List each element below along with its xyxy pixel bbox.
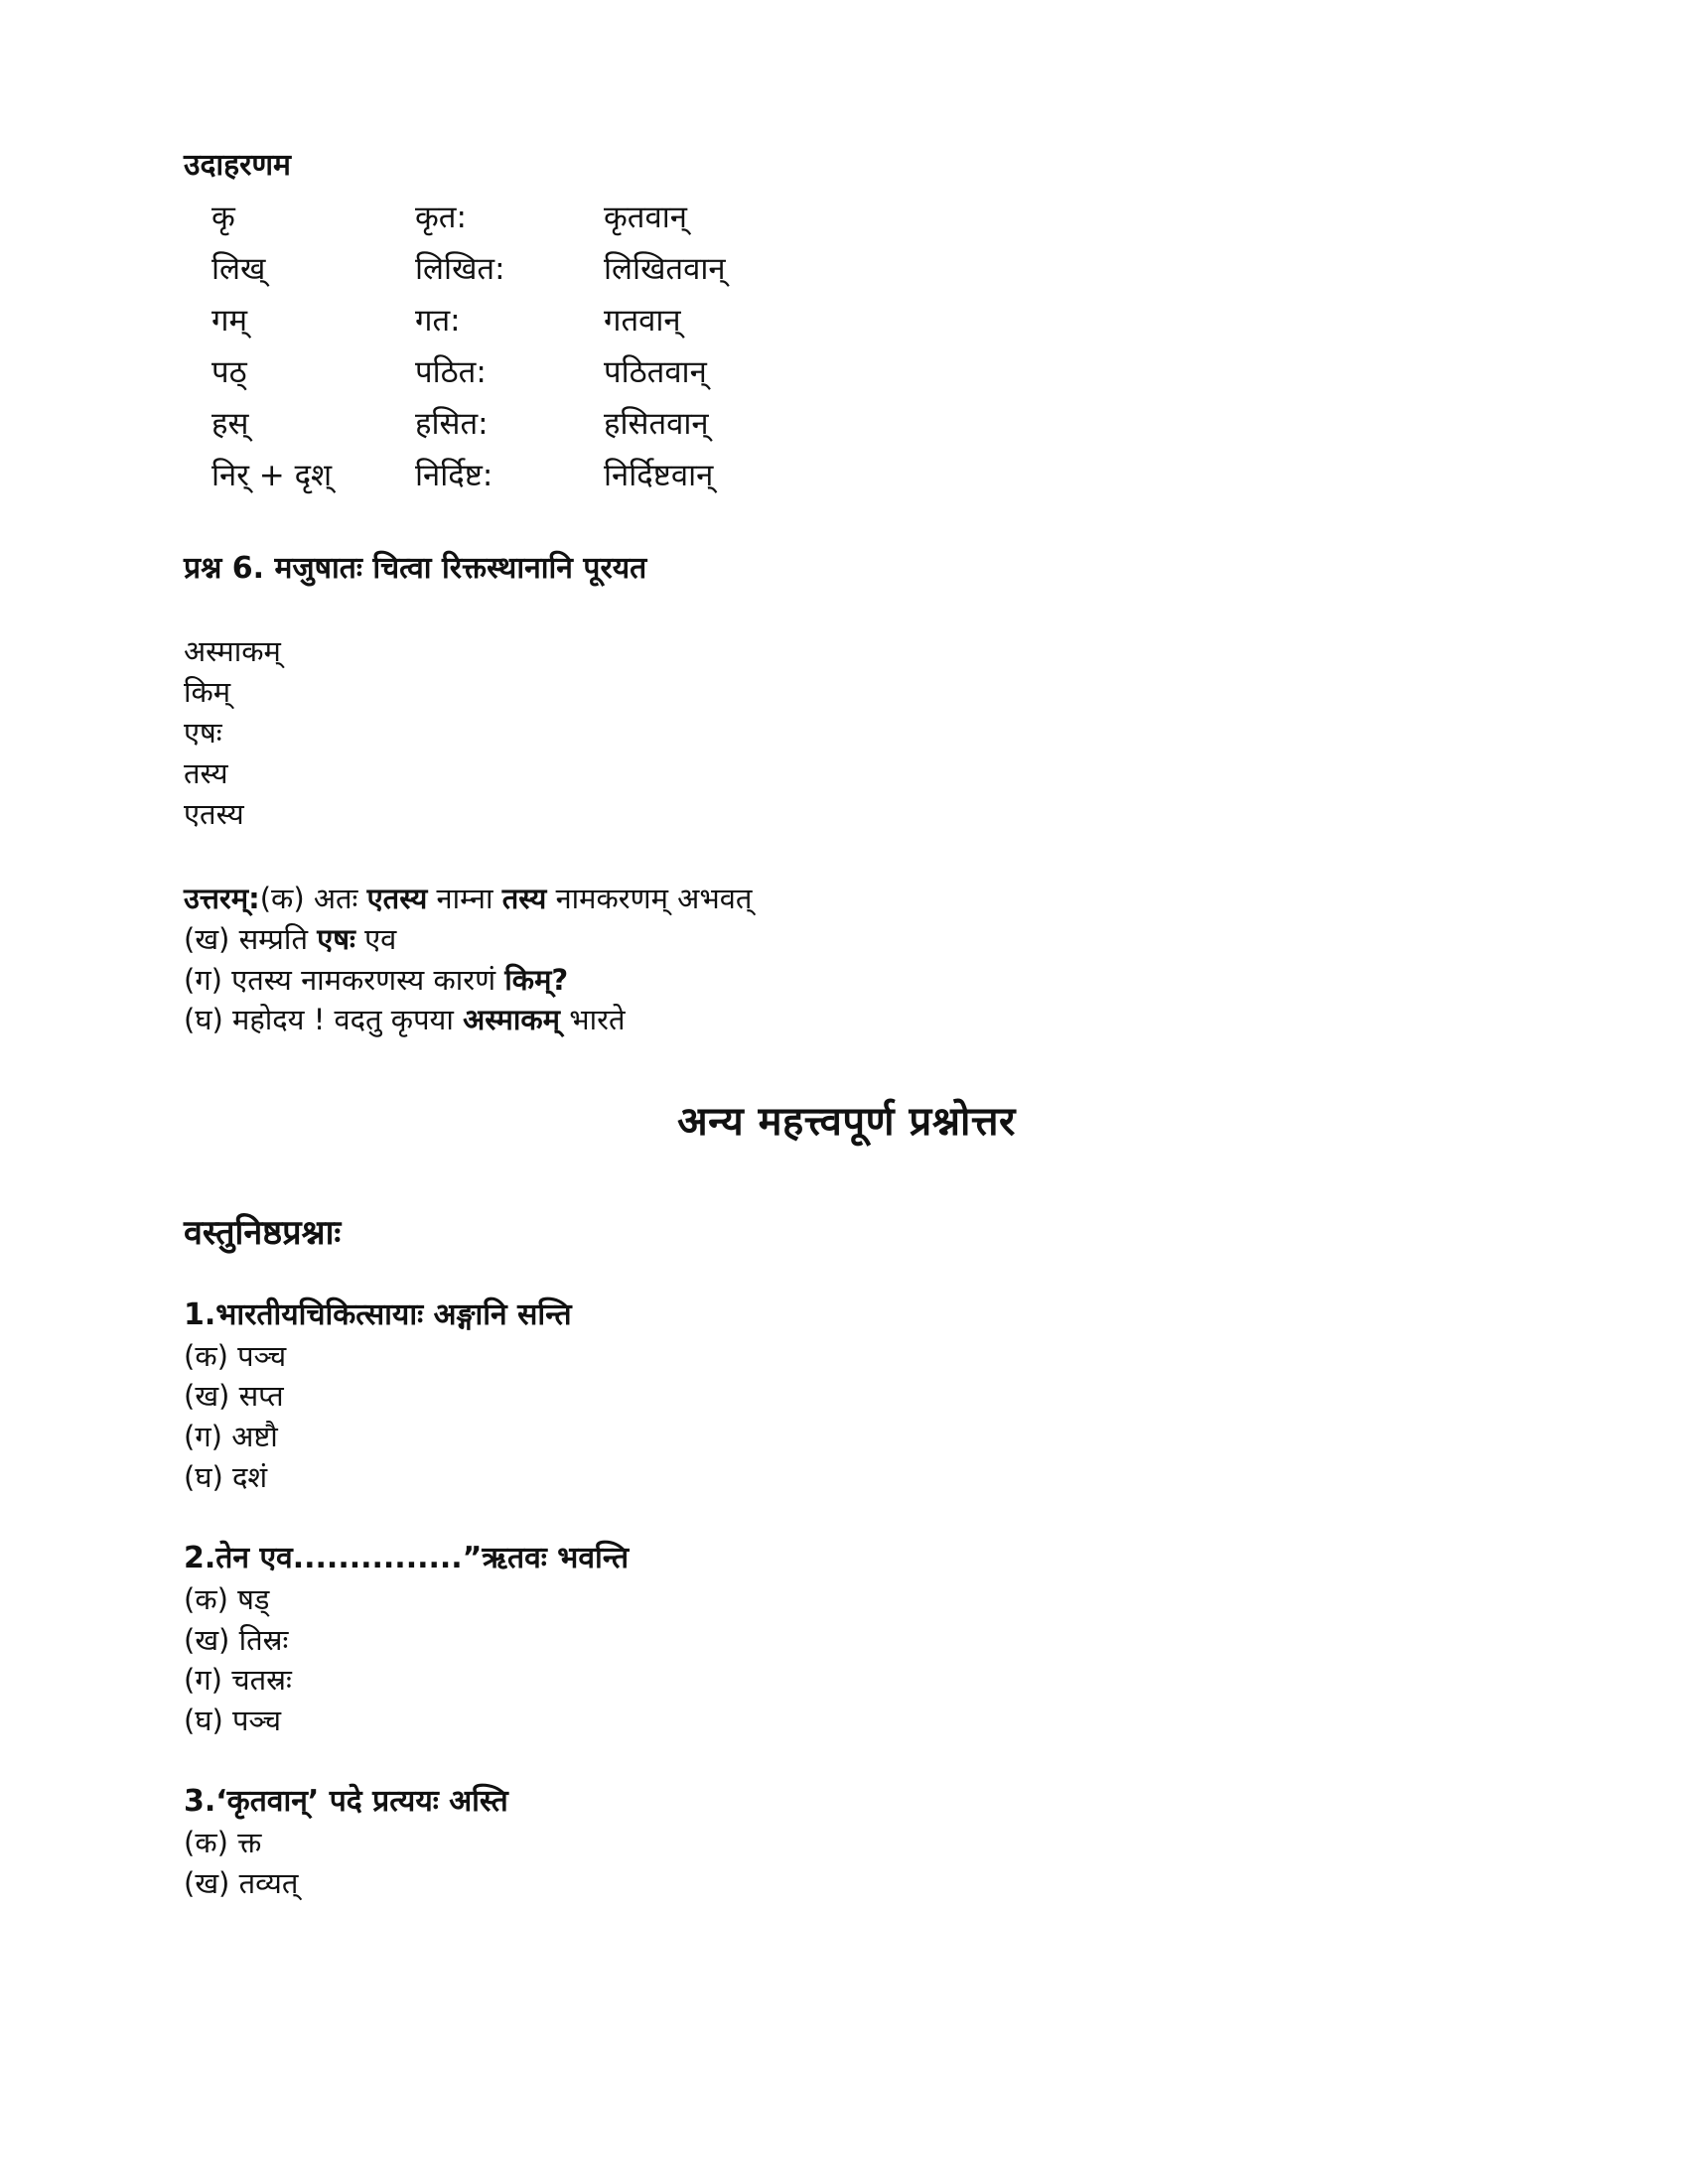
mcq-option-key: (ग) [184, 1663, 222, 1698]
verb-root: पठ् [211, 353, 247, 390]
mcq-option[interactable] [184, 1579, 1509, 1620]
verb-forms-table [194, 192, 842, 501]
answer-text-run: अस्माकम् [463, 1003, 561, 1037]
verb-root: हस् [211, 405, 249, 442]
answer-text-run: तस्य [501, 882, 547, 916]
verb-perfect: पठितवान् [604, 353, 707, 390]
mcq-option-key: (क) [184, 1826, 228, 1860]
verb-perfect: हसितवान् [604, 405, 709, 442]
verb-past: निर्दिष्ट: [415, 457, 493, 493]
mcq-options-list [184, 1579, 1509, 1740]
mcq-options-list [184, 1336, 1509, 1497]
answer-text-run: भारते [560, 1003, 626, 1037]
mcq-question-text: 3.‘कृतवान्’ पदे प्रत्ययः अस्ति [184, 1784, 508, 1820]
mcq-question-text: 2.तेन एव...............”ऋतवः भवन्ति [184, 1541, 630, 1576]
answer-key: (ख) [184, 921, 230, 956]
verb-root: लिख् [211, 250, 266, 287]
table-row [194, 243, 842, 295]
mcq-item [184, 1782, 1509, 1903]
verb-past: हसित: [415, 405, 489, 442]
answer-text-run: अतः [304, 882, 367, 916]
verb-perfect: गतवान् [604, 302, 681, 339]
verb-root: गम् [211, 302, 247, 339]
answer-text-run: नाम्ना [427, 882, 502, 916]
answer-text-run: एषः [317, 921, 355, 956]
verb-past: लिखित: [415, 250, 505, 287]
mcq-options-list [184, 1823, 1509, 1903]
answer-line [184, 879, 1509, 919]
mcq-option-key: (ख) [184, 1379, 230, 1414]
other-section-subtitle: वस्तुनिष्ठप्रश्नाः [184, 1212, 342, 1253]
other-section-title: अन्य महत्त्वपूर्ण प्रश्नोत्तर [677, 1098, 1016, 1145]
answer-text-run: किम्? [504, 962, 569, 997]
mcq-option[interactable] [184, 1457, 1509, 1498]
mcq-option-label: दशं [232, 1459, 268, 1494]
mcq-option-label: षड् [237, 1582, 270, 1617]
list-item: अस्माकम् [184, 633, 281, 668]
list-item: तस्य [184, 756, 228, 791]
mcq-option[interactable] [184, 1823, 1509, 1863]
answer-text [229, 922, 396, 956]
mcq-option-key: (घ) [184, 1459, 223, 1494]
table-row [194, 295, 842, 346]
list-item: एतस्य [184, 797, 244, 832]
mcq-option-label: पञ्च [237, 1338, 287, 1373]
mcq-question-text: 1.भारतीयचिकित्सायाः अङ्गानि सन्ति [184, 1297, 572, 1332]
answer-text [223, 1003, 626, 1036]
verb-forms-table-body [194, 192, 842, 501]
answer-text [305, 882, 753, 915]
answers-block [184, 879, 1509, 1039]
mcq-option-key: (ख) [184, 1866, 230, 1901]
mcq-option[interactable] [184, 1863, 1509, 1904]
answer-text-run: एव [354, 921, 397, 956]
list-item: किम् [184, 674, 231, 709]
list-item: एषः [184, 715, 222, 750]
answer-text-run: नामकरणम् अभवत् [546, 882, 753, 916]
mcq-option[interactable] [184, 1376, 1509, 1417]
mcq-option-label: क्त [237, 1826, 262, 1860]
table-row [194, 450, 842, 501]
mcq-option[interactable] [184, 1336, 1509, 1377]
verb-past: कृत: [415, 199, 467, 235]
answer-key: (ग) [184, 962, 222, 997]
table-row [194, 192, 842, 243]
mcq-option[interactable] [184, 1417, 1509, 1457]
verb-perfect: लिखितवान् [604, 250, 726, 287]
answer-text [222, 963, 568, 997]
mcq-item [184, 1539, 1509, 1740]
mcq-option-label: चतस्रः [231, 1663, 292, 1698]
answer-text-run: एतस्य नामकरणस्य कारणं [221, 962, 505, 997]
word-bank-list [184, 631, 1509, 836]
mcq-option[interactable] [184, 1660, 1509, 1701]
answer-text-run: महोदय ! वदतु कृपया [222, 1003, 464, 1037]
verb-perfect: कृतवान् [604, 199, 687, 235]
answer-line [184, 960, 1509, 1001]
verb-past: पठित: [415, 353, 487, 390]
answer-key: (घ) [184, 1003, 223, 1037]
answer-text-run: एतस्य [366, 882, 428, 916]
mcq-option[interactable] [184, 1701, 1509, 1741]
mcq-option-label: अष्टौ [231, 1419, 278, 1453]
question-6-heading: प्रश्न 6. मजुषातः चित्वा रिक्तस्थानानि पूरयत [184, 550, 647, 586]
mcq-option-key: (क) [184, 1582, 228, 1617]
mcq-option[interactable] [184, 1620, 1509, 1661]
verb-root: निर् + दृश् [211, 457, 333, 493]
example-block-title: उदाहरणम [184, 148, 291, 183]
verb-past: गत: [415, 302, 461, 339]
answer-key: (क) [259, 882, 305, 916]
answer-text-run: सम्प्रति [229, 921, 318, 956]
answer-line [184, 1000, 1509, 1040]
mcq-option-label: सप्त [238, 1379, 284, 1414]
table-row [194, 398, 842, 450]
mcq-item [184, 1296, 1509, 1497]
mcq-option-label: पञ्च [232, 1703, 282, 1737]
mcq-option-key: (घ) [184, 1703, 223, 1737]
mcq-option-key: (ख) [184, 1622, 230, 1657]
mcq-option-key: (क) [184, 1338, 228, 1373]
mcq-option-key: (ग) [184, 1419, 222, 1453]
table-row [194, 346, 842, 398]
answer-line [184, 919, 1509, 960]
verb-perfect: निर्दिष्टवान् [604, 457, 714, 493]
mcq-option-label: तव्यत् [238, 1866, 299, 1901]
answers-label: उत्तरम्: [184, 882, 260, 916]
verb-root: कृ [211, 199, 235, 235]
mcq-option-label: तिस्रः [238, 1622, 289, 1657]
